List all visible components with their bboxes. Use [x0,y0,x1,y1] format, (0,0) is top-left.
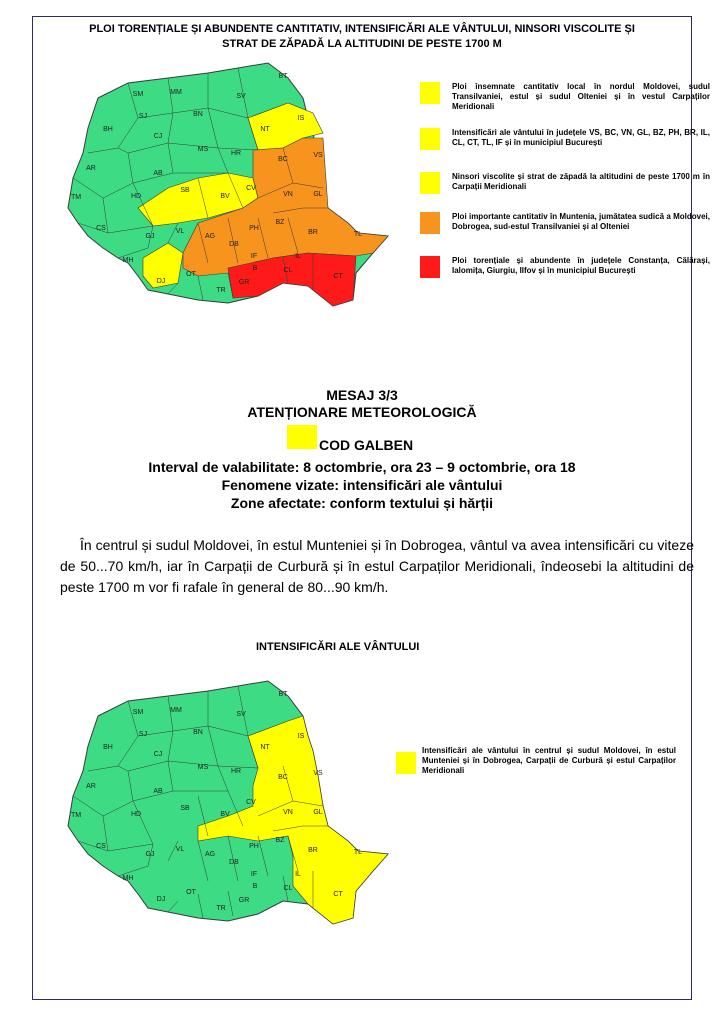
map1-label-tm: TM [70,194,82,201]
map2-label-is: IS [297,733,305,740]
map2-label-bc: BC [278,774,288,781]
map1-label-mh: MH [122,257,134,264]
map2-label-dj: DJ [156,896,166,903]
map2-label-br: BR [308,847,318,854]
map2-label-tl: TL [353,849,363,856]
code-label: COD GALBEN [319,437,414,453]
map2-label-ab: AB [153,788,163,795]
map1-label-ph: PH [249,225,259,232]
map2-label-vs: VS [313,770,323,777]
map1-label-sv: SV [236,93,246,100]
map1-label-b: B [252,265,258,272]
map1-title-line1: PLOI TORENȚIALE ȘI ABUNDENTE CANTITATIV, INTENSIFICĂRI ALE VÂNTULUI, NINSORI VISCOLITE ȘI [89,23,635,35]
map1-romania [58,58,398,318]
map2-label-mm: MM [170,707,182,714]
map2-label-tm: TM [70,812,82,819]
map2-label-db: DB [229,859,239,866]
map1-label-vn: VN [283,191,293,198]
map2-label-vn: VN [283,809,293,816]
map1-label-sm: SM [132,91,144,98]
map2-label-gl: GL [313,809,323,816]
map1-label-bz: BZ [275,219,285,226]
map2-label-mh: MH [122,875,134,882]
map2-label-sm: SM [132,709,144,716]
message-body: În centrul și sudul Moldovei, în estul Munteniei și în Dobrogea, vântul va avea intensificări cu viteze de 50...70 km/h, iar în Carpații de Curbură și în estul Carpaților Meridionali, îndeosebi la altitudini de peste 1700 m vor fi rafale în general de 80...90 km/h. [60,537,694,595]
map2-label-bh: BH [103,744,113,751]
legend-text: Ninsori viscolite și strat de zăpadă la altitudini de peste 1700 m în Carpații Meridionali [452,172,710,191]
map2-legend [396,746,686,806]
map2-label-cj: CJ [153,751,163,758]
map1-label-gr: GR [238,279,250,286]
map1-label-ar: AR [86,165,96,172]
map1-label-db: DB [229,241,239,248]
map1-label-hd: HD [130,193,142,200]
map2-label-sv: SV [236,711,246,718]
map1-label-if: IF [250,253,258,260]
map1-label-sb: SB [180,187,190,194]
map1-legend [420,82,720,302]
map1-label-dj: DJ [156,278,166,285]
map1-label-is: IS [297,115,305,122]
map1-label-tl: TL [353,231,363,238]
map2-label-ms: MS [197,764,209,771]
map1-label-ct: CT [333,273,343,280]
message-number: MESAJ 3/3 [326,387,398,403]
legend-swatch [420,212,440,234]
map2-label-hd: HD [130,811,142,818]
map2-label-ph: PH [249,843,259,850]
legend-swatch [420,256,440,278]
map2-label-tr: TR [216,905,226,912]
map1-label-br: BR [308,229,318,236]
map1-label-vs: VS [313,152,323,159]
map1-label-ot: OT [186,271,196,278]
map2-title: INTENSIFICĂRI ALE VÂNTULUI [256,641,420,653]
map2-label-bv: BV [220,811,230,818]
map2-label-sb: SB [180,805,190,812]
map1-label-tr: TR [216,287,226,294]
affected-zones: Zone afectate: conform textului și hărții [230,495,494,511]
legend-text: Intensificări ale vântului în județele VS, BC, VN, GL, BZ, PH, BR, IL, CL, CT, TL, IF și în municipiul București [452,128,710,147]
map1-label-cs: CS [96,225,106,232]
message-type: ATENȚIONARE METEOROLOGICĂ [247,404,477,420]
legend-text: Ploi torențiale și abundente în județele Constanța, Călărași, Ialomița, Giurgiu, Ilfov și în municipiul București [452,256,710,275]
map2-label-ar: AR [86,783,96,790]
map1-label-hr: HR [230,150,242,157]
map2-label-bn: BN [193,729,203,736]
map2-label-cs: CS [96,843,106,850]
map1-title [0,22,724,52]
map2-label-hr: HR [230,768,242,775]
map1-label-gl: GL [313,191,323,198]
legend-swatch [420,82,440,104]
map1-label-bv: BV [220,193,230,200]
map2-label-bt: BT [278,691,288,698]
map1-label-cl: CL [283,267,293,274]
legend-swatch [420,128,440,150]
map2-romania [58,676,398,936]
map2-label-sj: SJ [138,731,148,738]
map1-label-bt: BT [278,73,288,80]
legend-text: Ploi importante cantitativ în Muntenia, jumătatea sudică a Moldovei, Dobrogea, sud-estul Transilvaniei și al Olteniei [452,212,710,231]
map1-label-ab: AB [153,170,163,177]
map1-label-ag: AG [204,233,216,240]
map1-label-sj: SJ [138,113,148,120]
map2-label-b: B [252,883,258,890]
map1-label-il: IL [295,253,301,260]
map1-label-bn: BN [193,111,203,118]
code-color-swatch [287,425,317,449]
map2-label-bz: BZ [275,837,285,844]
map2-label-cv: CV [246,799,256,806]
map1-label-bc: BC [278,156,288,163]
map1-label-cv: CV [246,185,256,192]
map1-label-gj: GJ [145,233,155,240]
map1-label-cj: CJ [153,133,163,140]
legend-text: Intensificări ale vântului în centrul și sudul Moldovei, în estul Munteniei și în Dobrogea, Carpații de Curbură și estul Carpaților Meridionali [422,746,676,775]
map2-label-vl: VL [175,846,185,853]
legend-swatch [396,752,416,774]
map1-title-line2: STRAT DE ZĂPADĂ LA ALTITUDINI DE PESTE 1700 M [222,38,502,50]
map2-label-ot: OT [186,889,196,896]
map2-label-gj: GJ [145,851,155,858]
map2-label-ct: CT [333,891,343,898]
map1-label-nt: NT [260,126,270,133]
map2-label-nt: NT [260,744,270,751]
map1-label-mm: MM [170,89,182,96]
map2-label-il: IL [295,871,301,878]
map2-label-if: IF [250,871,258,878]
valid-interval: Interval de valabilitate: 8 octombrie, ora 23 – 9 octombrie, ora 18 [148,459,576,475]
phenomena: Fenomene vizate: intensificări ale vântului [221,477,503,493]
map1-label-bh: BH [103,126,113,133]
legend-swatch [420,172,440,194]
legend-text: Ploi însemnate cantitativ local în nordul Moldovei, sudul Transilvaniei, estul și sudul Olteniei și în vestul Carpaților Meridionali [452,82,710,111]
map1-label-ms: MS [197,146,209,153]
map1-label-vl: VL [175,228,185,235]
map2-label-cl: CL [283,885,293,892]
map2-label-gr: GR [238,897,250,904]
map2-label-ag: AG [204,851,216,858]
